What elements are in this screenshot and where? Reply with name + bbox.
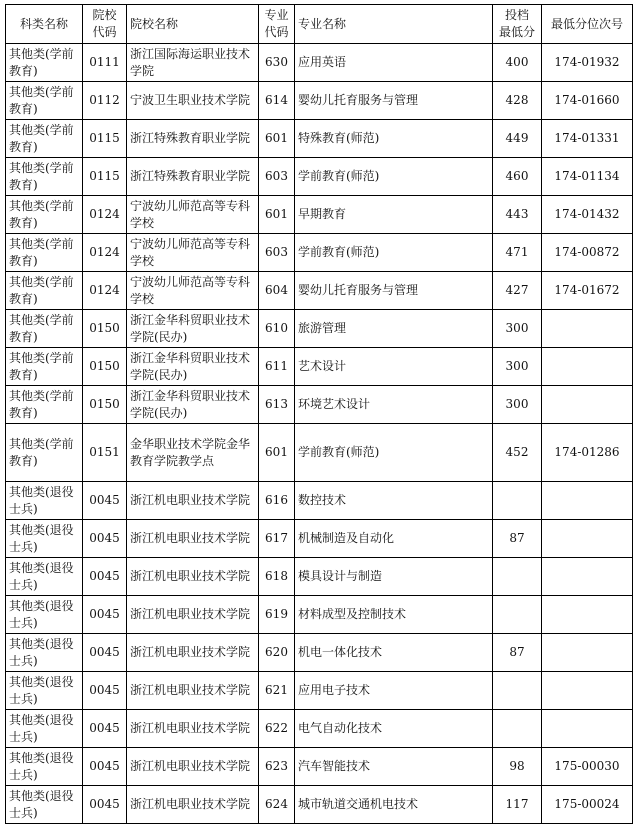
cell-min-rank: [542, 310, 633, 348]
cell-min-score: 460: [493, 158, 542, 196]
cell-major-code: 603: [259, 234, 295, 272]
cell-min-score: 87: [493, 520, 542, 558]
cell-major-name: 艺术设计: [295, 348, 493, 386]
cell-category: 其他类(学前教育): [6, 272, 83, 310]
cell-min-rank: 174-01286: [542, 424, 633, 482]
cell-category: 其他类(学前教育): [6, 44, 83, 82]
cell-min-rank: 174-00872: [542, 234, 633, 272]
header-major-name: 专业名称: [295, 5, 493, 44]
cell-major-code: 601: [259, 120, 295, 158]
cell-school-name: 浙江金华科贸职业技术学院(民办): [127, 348, 259, 386]
cell-category: 其他类(退役士兵): [6, 748, 83, 786]
cell-school-code: 0045: [83, 558, 127, 596]
cell-major-name: 婴幼儿托育服务与管理: [295, 82, 493, 120]
cell-major-code: 623: [259, 748, 295, 786]
header-min-rank: 最低分位次号: [542, 5, 633, 44]
table-row: [6, 786, 633, 824]
cell-major-code: 624: [259, 786, 295, 824]
cell-major-name: 模具设计与制造: [295, 558, 493, 596]
cell-major-name: 早期教育: [295, 196, 493, 234]
cell-school-code: 0124: [83, 234, 127, 272]
cell-major-code: 611: [259, 348, 295, 386]
table-row: [6, 310, 633, 348]
cell-min-score: 452: [493, 424, 542, 482]
cell-major-name: 城市轨道交通机电技术: [295, 786, 493, 824]
cell-min-score: 300: [493, 310, 542, 348]
cell-school-name: 浙江机电职业技术学院: [127, 596, 259, 634]
cell-min-rank: 174-01331: [542, 120, 633, 158]
header-school-name: 院校名称: [127, 5, 259, 44]
cell-min-rank: [542, 710, 633, 748]
cell-school-code: 0045: [83, 748, 127, 786]
cell-school-code: 0112: [83, 82, 127, 120]
cell-category: 其他类(退役士兵): [6, 520, 83, 558]
cell-major-name: 机电一体化技术: [295, 634, 493, 672]
cell-category: 其他类(退役士兵): [6, 558, 83, 596]
cell-min-rank: 174-01432: [542, 196, 633, 234]
cell-min-rank: [542, 520, 633, 558]
cell-school-name: 浙江金华科贸职业技术学院(民办): [127, 310, 259, 348]
cell-school-name: 浙江金华科贸职业技术学院(民办): [127, 386, 259, 424]
cell-school-code: 0150: [83, 310, 127, 348]
cell-school-name: 宁波幼儿师范高等专科学校: [127, 272, 259, 310]
table-row: [6, 120, 633, 158]
cell-category: 其他类(学前教育): [6, 120, 83, 158]
cell-category: 其他类(退役士兵): [6, 596, 83, 634]
admission-score-table: [5, 4, 633, 824]
cell-category: 其他类(学前教育): [6, 386, 83, 424]
cell-category: 其他类(学前教育): [6, 234, 83, 272]
cell-min-score: 443: [493, 196, 542, 234]
cell-min-score: 427: [493, 272, 542, 310]
cell-min-score: 87: [493, 634, 542, 672]
cell-major-name: 数控技术: [295, 482, 493, 520]
cell-major-name: 汽车智能技术: [295, 748, 493, 786]
cell-school-code: 0045: [83, 482, 127, 520]
cell-min-score: 117: [493, 786, 542, 824]
cell-major-code: 601: [259, 196, 295, 234]
cell-major-name: 材料成型及控制技术: [295, 596, 493, 634]
cell-category: 其他类(学前教育): [6, 82, 83, 120]
cell-major-code: 620: [259, 634, 295, 672]
cell-min-rank: 174-01660: [542, 82, 633, 120]
table-row: [6, 748, 633, 786]
cell-major-code: 613: [259, 386, 295, 424]
table-row: [6, 272, 633, 310]
header-row: [6, 5, 633, 44]
table-row: [6, 482, 633, 520]
cell-major-code: 604: [259, 272, 295, 310]
cell-school-code: 0111: [83, 44, 127, 82]
cell-school-name: 浙江机电职业技术学院: [127, 786, 259, 824]
cell-category: 其他类(退役士兵): [6, 710, 83, 748]
table-row: [6, 520, 633, 558]
table-row: [6, 44, 633, 82]
cell-min-rank: 174-01134: [542, 158, 633, 196]
cell-school-name: 浙江国际海运职业技术学院: [127, 44, 259, 82]
cell-school-name: 宁波幼儿师范高等专科学校: [127, 234, 259, 272]
cell-school-code: 0124: [83, 272, 127, 310]
cell-school-code: 0150: [83, 386, 127, 424]
cell-major-code: 616: [259, 482, 295, 520]
cell-school-code: 0045: [83, 672, 127, 710]
cell-min-score: 300: [493, 386, 542, 424]
table-row: [6, 424, 633, 482]
cell-school-code: 0115: [83, 158, 127, 196]
header-category: 科类名称: [6, 5, 83, 44]
cell-school-code: 0045: [83, 786, 127, 824]
cell-min-score: 471: [493, 234, 542, 272]
cell-major-code: 614: [259, 82, 295, 120]
cell-school-name: 浙江机电职业技术学院: [127, 558, 259, 596]
cell-school-name: 浙江机电职业技术学院: [127, 634, 259, 672]
cell-category: 其他类(学前教育): [6, 424, 83, 482]
cell-min-score: 300: [493, 348, 542, 386]
header-major-code: 专业 代码: [259, 5, 295, 44]
cell-major-name: 应用电子技术: [295, 672, 493, 710]
cell-major-code: 601: [259, 424, 295, 482]
cell-school-code: 0045: [83, 520, 127, 558]
cell-major-name: 旅游管理: [295, 310, 493, 348]
table-row: [6, 196, 633, 234]
cell-min-rank: 174-01672: [542, 272, 633, 310]
cell-school-name: 浙江机电职业技术学院: [127, 482, 259, 520]
cell-min-score: 98: [493, 748, 542, 786]
cell-major-name: 机械制造及自动化: [295, 520, 493, 558]
table-row: [6, 672, 633, 710]
cell-major-code: 619: [259, 596, 295, 634]
table-row: [6, 710, 633, 748]
cell-school-code: 0151: [83, 424, 127, 482]
cell-major-code: 618: [259, 558, 295, 596]
cell-min-rank: 175-00024: [542, 786, 633, 824]
cell-school-name: 浙江机电职业技术学院: [127, 520, 259, 558]
header-school-code: 院校 代码: [83, 5, 127, 44]
cell-major-name: 学前教育(师范): [295, 158, 493, 196]
cell-school-code: 0115: [83, 120, 127, 158]
cell-school-code: 0124: [83, 196, 127, 234]
cell-major-name: 特殊教育(师范): [295, 120, 493, 158]
cell-school-name: 金华职业技术学院金华教育学院教学点: [127, 424, 259, 482]
table-row: [6, 386, 633, 424]
cell-min-score: [493, 710, 542, 748]
cell-major-code: 610: [259, 310, 295, 348]
cell-category: 其他类(学前教育): [6, 348, 83, 386]
cell-category: 其他类(退役士兵): [6, 634, 83, 672]
cell-major-name: 应用英语: [295, 44, 493, 82]
table-row: [6, 158, 633, 196]
table-row: [6, 596, 633, 634]
cell-min-rank: [542, 386, 633, 424]
cell-min-rank: [542, 634, 633, 672]
cell-category: 其他类(学前教育): [6, 196, 83, 234]
table-row: [6, 234, 633, 272]
cell-major-code: 622: [259, 710, 295, 748]
cell-min-rank: [542, 558, 633, 596]
cell-major-code: 621: [259, 672, 295, 710]
cell-school-name: 浙江特殊教育职业学院: [127, 120, 259, 158]
cell-school-name: 浙江特殊教育职业学院: [127, 158, 259, 196]
cell-major-name: 学前教育(师范): [295, 424, 493, 482]
cell-major-name: 学前教育(师范): [295, 234, 493, 272]
cell-min-score: [493, 672, 542, 710]
cell-major-code: 617: [259, 520, 295, 558]
cell-min-score: 428: [493, 82, 542, 120]
cell-school-code: 0150: [83, 348, 127, 386]
cell-major-name: 环境艺术设计: [295, 386, 493, 424]
cell-major-code: 630: [259, 44, 295, 82]
cell-school-name: 浙江机电职业技术学院: [127, 748, 259, 786]
cell-min-rank: [542, 596, 633, 634]
table-row: [6, 558, 633, 596]
cell-min-score: [493, 482, 542, 520]
table-row: [6, 82, 633, 120]
cell-category: 其他类(学前教育): [6, 310, 83, 348]
cell-min-rank: [542, 672, 633, 710]
cell-school-name: 浙江机电职业技术学院: [127, 672, 259, 710]
cell-school-name: 宁波幼儿师范高等专科学校: [127, 196, 259, 234]
cell-min-rank: [542, 348, 633, 386]
cell-min-rank: 175-00030: [542, 748, 633, 786]
cell-min-rank: [542, 482, 633, 520]
cell-school-code: 0045: [83, 596, 127, 634]
cell-category: 其他类(退役士兵): [6, 672, 83, 710]
cell-min-rank: 174-01932: [542, 44, 633, 82]
cell-school-name: 宁波卫生职业技术学院: [127, 82, 259, 120]
cell-min-score: 449: [493, 120, 542, 158]
cell-major-name: 电气自动化技术: [295, 710, 493, 748]
cell-school-code: 0045: [83, 634, 127, 672]
cell-min-score: [493, 596, 542, 634]
cell-category: 其他类(学前教育): [6, 158, 83, 196]
cell-category: 其他类(退役士兵): [6, 786, 83, 824]
table-row: [6, 634, 633, 672]
cell-major-code: 603: [259, 158, 295, 196]
table-row: [6, 348, 633, 386]
cell-major-name: 婴幼儿托育服务与管理: [295, 272, 493, 310]
cell-school-name: 浙江机电职业技术学院: [127, 710, 259, 748]
cell-category: 其他类(退役士兵): [6, 482, 83, 520]
cell-min-score: [493, 558, 542, 596]
cell-school-code: 0045: [83, 710, 127, 748]
header-min-score: 投档 最低分: [493, 5, 542, 44]
cell-min-score: 400: [493, 44, 542, 82]
